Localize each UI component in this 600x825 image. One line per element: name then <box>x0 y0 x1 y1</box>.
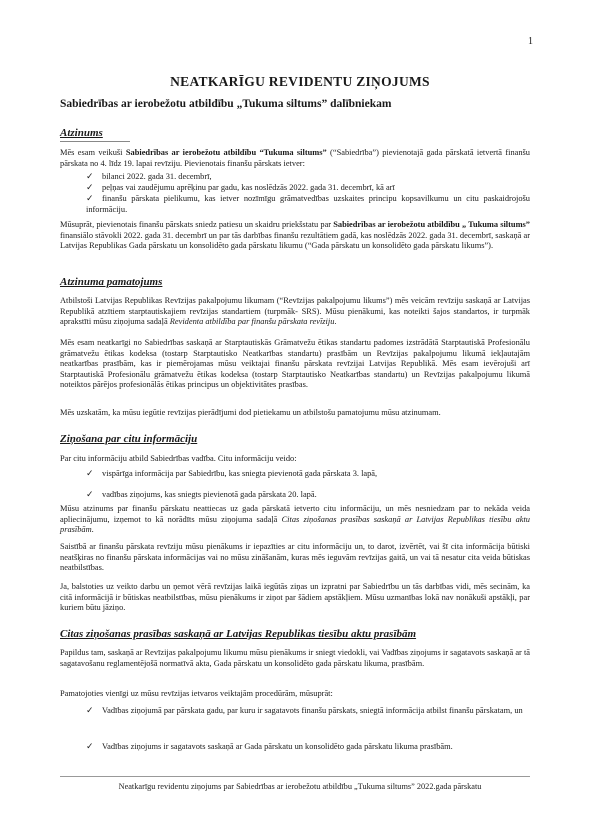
heading-atzinums: Atzinums <box>60 127 103 139</box>
report-subtitle: Sabiedrības ar ierobežotu atbildību „Tukuma siltums” dalībniekam <box>60 98 392 110</box>
list-item: ✓ Vadības ziņojumā par pārskata gadu, par kuru ir sagatavots finanšu pārskats, sniegtā informācija atbilst finanšu pārskatam, un <box>86 706 523 716</box>
list-item: ✓ bilanci 2022. gada 31. decembrī, <box>86 172 212 182</box>
cita-paragraph-1: Par citu informāciju atbild Sabiedrības vadība. Citu informāciju veido: <box>60 454 297 463</box>
page-number: 1 <box>528 36 533 47</box>
checkmark-icon: ✓ <box>86 490 94 500</box>
cita-paragraph-4: Ja, balstoties uz veikto darbu un ņemot vērā revīzijas laikā iegūtās ziņas un izpratni par Sabiedrību un tās darbības vidi, mēs secinām, ka citā informācijā ir būtiskas neatbilstības, mūsu pienākums ir ziņot par šādiem apstākļiem. Mūsu uzmanības lokā nav nonākuši apstākļi, par kuriem būtu jāziņo. <box>60 582 530 613</box>
heading-pamatojums: Atzinuma pamatojums <box>60 276 163 288</box>
checkmark-icon: ✓ <box>86 742 94 752</box>
prasibas-paragraph-2: Pamatojoties vienīgi uz mūsu revīzijas ietvaros veiktajām procedūrām, mūsuprāt: <box>60 689 333 698</box>
checkmark-icon: ✓ <box>86 183 94 193</box>
heading-citas-prasibas: Citas ziņošanas prasības saskaņā ar Latvijas Republikas tiesību aktu prasībām <box>60 628 417 640</box>
heading-cita-informacija: Ziņošana par citu informāciju <box>60 433 198 445</box>
heading-rule <box>60 141 130 142</box>
pamatojums-paragraph-1: Atbilstoši Latvijas Republikas Revīzijas pakalpojumu likumam (“Revīzijas pakalpojumu likums”) mēs veicām revīziju saskaņā ar Latvijas Republikā atzītiem starptautiskajiem revīzijas standartiem (turpmāk- SRS). Mūsu pienākumi, kas noteikti šajos standartos, ir turpmāk aprakstīti mūsu ziņojuma sadaļā Revidenta atbildība par finanšu pārskata revīziju. <box>60 296 530 327</box>
list-item: ✓ peļņas vai zaudējumu aprēķinu par gadu, kas noslēdzās 2022. gada 31. decembrī, kā arī <box>86 183 395 193</box>
list-item: ✓ finanšu pārskata pielikumu, kas ietver nozīmīgu grāmatvedības uzskaites principu kopsavilkumu un citu paskaidrojošu informāciju. <box>86 194 530 214</box>
cita-paragraph-2: Mūsu atzinums par finanšu pārskatu neattiecas uz gada pārskatā ietverto citu informāciju, un mēs nesniedzam par to nekāda veida apliecinājumu, izņemot to kā norādīts mūsu ziņojuma sadaļā Citas ziņošanas prasības saskaņā ar Latvijas Republikas tiesību aktu prasībām. <box>60 504 530 535</box>
page-footer: Neatkarīgu revidentu ziņojums par Sabiedrības ar ierobežotu atbildību „Tukuma siltums” 2022.gada pārskatu <box>118 782 482 791</box>
checkmark-icon: ✓ <box>86 194 94 204</box>
checkmark-icon: ✓ <box>86 172 94 182</box>
checkmark-icon: ✓ <box>86 469 94 479</box>
footer-rule <box>60 776 530 777</box>
atzinums-paragraph-1: Mēs esam veikuši Sabiedrības ar ierobežotu atbildību “Tukuma siltums” (“Sabiedrība”) pievienotajā gada pārskatā ietvertā finanšu pārskata no 4. līdz 19. lapai revīziju. Pievienotais finanšu pārskats ietver: <box>60 148 530 168</box>
atzinums-paragraph-2: Mūsuprāt, pievienotais finanšu pārskats sniedz patiesu un skaidru priekšstatu par Sabiedrības ar ierobežotu atbildību „ Tukuma siltums” finansiālo stāvokli 2022. gada 31. decembrī un par tās darbības finanšu rezultātiem gadā, kas noslēdzās 2022. gada 31. decembrī, saskaņā ar Latvijas Republikas Gada pārskatu un konsolidēto gada pārskatu likumu (“Gada pārskatu un konsolidēto gada pārskatu likums”). <box>60 220 530 251</box>
pamatojums-paragraph-3: Mēs uzskatām, ka mūsu iegūtie revīzijas pierādījumi dod pietiekamu un atbilstošu pamatojumu mūsu atzinumam. <box>60 408 441 417</box>
pamatojums-paragraph-2: Mēs esam neatkarīgi no Sabiedrības saskaņā ar Starptautiskās Grāmatvežu ētikas standartu padomes izstrādātā Starptautiskā Profesionālu grāmatvežu ētikas kodeksa (tostarp Starptautisko Neatkarības standartu) prasībām un Revīzijas pakalpojumu likumā iekļautajām neatkarības prasībām, kas ir piemērojamas mūsu veiktajai finanšu pārskata revīzijai Latvijas Republikā. Mēs esam ievērojuši arī Starptautiskā Profesionālu grāmatvežu ētikas kodeksa (tostarp Starptautisko Neatkarības standartu) un Revīzijas pakalpojumu likumā noteiktos pārējos profesionālās ētikas principus un objektivitātes prasības. <box>60 338 530 390</box>
cita-paragraph-3: Saistībā ar finanšu pārskata revīziju mūsu pienākums ir iepazīties ar citu informāciju un, to darot, izvērtēt, vai šī cita informācija būtiski neatšķiras no finanšu pārskata informācijas vai no mūsu zināšanām, kuras mēs ieguvām revīzijas gaitā, un vai tā nesatur cita veida būtiskas neatbilstības. <box>60 542 530 573</box>
list-item: ✓ Vadības ziņojums ir sagatavots saskaņā ar Gada pārskatu un konsolidēto gada pārskatu likuma prasībām. <box>86 742 453 752</box>
report-title: NEATKARĪGU REVIDENTU ZIŅOJUMS <box>170 74 430 89</box>
checkmark-icon: ✓ <box>86 706 94 716</box>
list-item: ✓ vispārīga informācija par Sabiedrību, kas sniegta pievienotā gada pārskata 3. lapā, <box>86 469 378 479</box>
prasibas-paragraph-1: Papildus tam, saskaņā ar Revīzijas pakalpojumu likumu mūsu pienākums ir sniegt viedokli, vai Vadības ziņojums ir sagatavots saskaņā ar tā sagatavošanu reglamentējošā normatīvā akta, Gada pārskatu un konsolidēto gada pārskatu likuma, prasībām. <box>60 648 530 668</box>
list-item: ✓ vadības ziņojums, kas sniegts pievienotā gada pārskata 20. lapā. <box>86 490 317 500</box>
